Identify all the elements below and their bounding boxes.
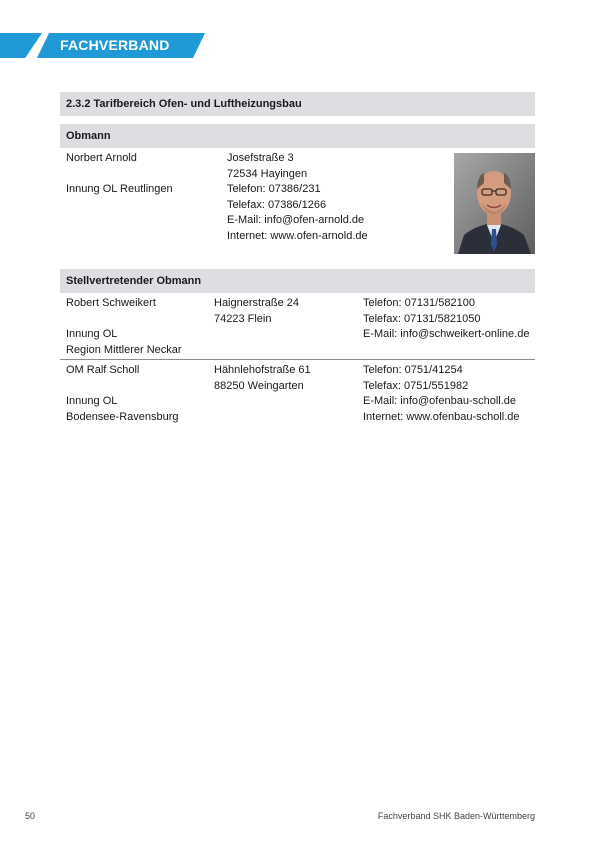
obmann-heading: Obmann — [60, 124, 535, 148]
stellvertreter-heading: Stellvertretender Obmann — [60, 269, 535, 293]
entry1-name: Robert Schweikert — [66, 297, 156, 309]
entry1-telefon: Telefon: 07131/582100 — [363, 297, 475, 309]
obmann-innung: Innung OL Reutlingen — [66, 183, 173, 195]
entry2-city: 88250 Weingarten — [214, 379, 304, 392]
obmann-internet[interactable]: Internet: www.ofen-arnold.de — [227, 229, 368, 242]
entry2-innung: Innung OL — [66, 395, 118, 407]
section-title: 2.3.2 Tarifbereich Ofen- und Luftheizungsbau — [60, 92, 535, 116]
obmann-email[interactable]: E-Mail: info@ofen-arnold.de — [227, 214, 365, 226]
entry2-telefon: Telefon: 0751/41254 — [363, 364, 463, 376]
obmann-telefon: Telefon: 07386/231 — [227, 183, 321, 195]
obmann-name: Norbert Arnold — [66, 152, 137, 164]
entry2-street: Hähnlehofstraße 61 — [214, 364, 311, 376]
portrait-photo — [454, 153, 535, 254]
obmann-street: Josefstraße 3 — [227, 152, 294, 164]
page-number: 50 — [25, 811, 36, 821]
banner-stripe — [0, 33, 42, 58]
entry1-innung: Innung OL — [66, 328, 118, 340]
entry2-telefax: Telefax: 0751/551982 — [363, 379, 469, 392]
obmann-city: 72534 Hayingen — [227, 167, 308, 180]
entry1-region: Region Mittlerer Neckar — [66, 343, 182, 356]
entry1-city: 74223 Flein — [214, 312, 272, 325]
obmann-telefax: Telefax: 07386/1266 — [227, 198, 327, 211]
footer-publisher: Fachverband SHK Baden-Württemberg — [377, 811, 535, 821]
entry1-telefax: Telefax: 07131/5821050 — [363, 312, 481, 325]
entry2-name: OM Ralf Scholl — [66, 364, 140, 376]
entry2-email[interactable]: E-Mail: info@ofenbau-scholl.de — [363, 395, 517, 407]
entry-divider — [60, 359, 535, 360]
entry1-email[interactable]: E-Mail: info@schweikert-online.de — [363, 328, 530, 340]
banner-title: FACHVERBAND — [60, 37, 170, 53]
entry2-internet[interactable]: Internet: www.ofenbau-scholl.de — [363, 410, 520, 423]
entry2-region: Bodensee-Ravensburg — [66, 410, 179, 423]
entry1-street: Haignerstraße 24 — [214, 297, 299, 309]
portrait-icon — [454, 153, 535, 254]
